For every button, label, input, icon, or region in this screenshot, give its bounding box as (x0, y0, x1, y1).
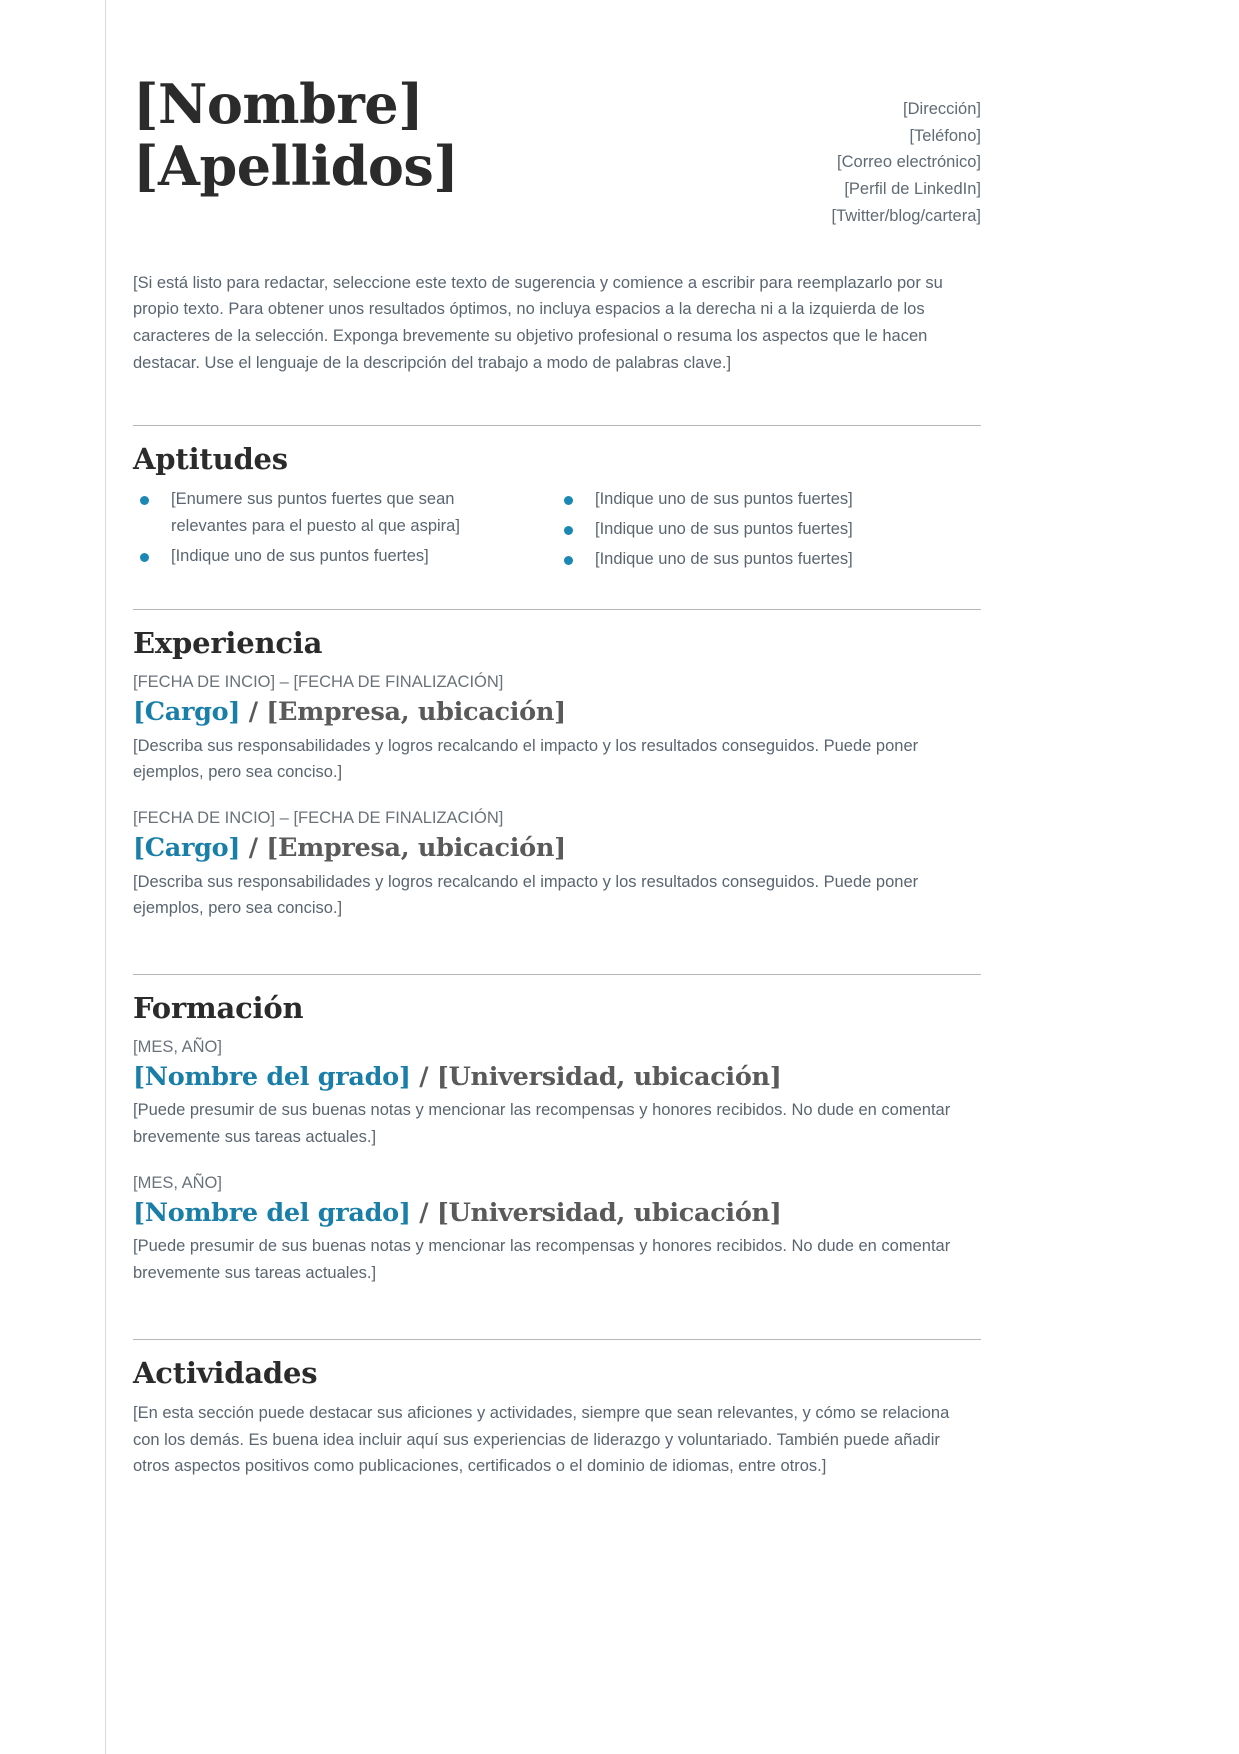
bullet-icon (140, 496, 149, 505)
resume-content (133, 0, 981, 1480)
entry-date: [MES, AÑO] (133, 1038, 222, 1056)
section-skills (133, 425, 981, 575)
company-name: [Empresa, ubicación] (266, 832, 566, 863)
bullet-icon (564, 496, 573, 505)
education-entry[interactable] (133, 1171, 981, 1287)
entry-description: [Puede presumir de sus buenas notas y mencionar las recompensas y honores recibidos. No dude en comentar brevemente sus tareas actuales.] (133, 1101, 951, 1147)
title-separator: / (410, 1197, 437, 1228)
skill-text: [Indique uno de sus puntos fuertes] (595, 490, 853, 509)
contact-portfolio[interactable]: [Twitter/blog/cartera] (831, 206, 981, 225)
list-item[interactable] (133, 543, 557, 570)
list-item[interactable] (557, 486, 981, 513)
entry-date: [FECHA DE INCIO] – [FECHA DE FINALIZACIÓN] (133, 673, 504, 692)
bullet-icon (564, 556, 573, 565)
contact-info (832, 74, 981, 230)
professional-summary[interactable]: [Si está listo para redactar, seleccione este texto de sugerencia y comience a escribir para reemplazarlo por su propio texto. Para obtener unos resultados óptimos, no incluya espacios a la derecha ni a la izquierda de los caracteres de la selección. Exponga brevemente su objetivo profesional o resuma los aspectos que le hacen destacar. Use el lenguaje de la descripción del trabajo a modo de palabras clave.] (133, 273, 943, 373)
company-name: [Empresa, ubicación] (266, 697, 566, 728)
entry-title (133, 1197, 981, 1231)
title-separator: / (240, 832, 267, 863)
entry-description: [Describa sus responsabilidades y logros recalcando el impacto y los resultados conseguidos. Puede poner ejemplos, pero sea conciso.] (133, 736, 919, 782)
section-title-skills: Aptitudes (133, 442, 288, 477)
skill-text: [Indique uno de sus puntos fuertes] (595, 549, 853, 568)
skill-text: [Indique uno de sus puntos fuertes] (171, 546, 429, 565)
section-education (133, 974, 981, 1287)
entry-title (133, 832, 981, 866)
school-name: [Universidad, ubicación] (436, 1197, 782, 1228)
skill-text: [Enumere sus puntos fuertes que sean relevantes para el puesto al que aspira] (171, 490, 460, 535)
left-margin-rule (105, 0, 106, 1754)
full-name[interactable] (133, 74, 458, 197)
entry-date: [FECHA DE INCIO] – [FECHA DE FINALIZACIÓN] (133, 809, 504, 828)
entry-date: [MES, AÑO] (133, 1173, 222, 1192)
section-title-experience: Experiencia (133, 626, 323, 661)
section-divider (133, 609, 981, 610)
section-divider (133, 1339, 981, 1340)
degree-name: [Nombre del grado] (133, 1061, 411, 1092)
activities-description[interactable]: [En esta sección puede destacar sus aficiones y actividades, siempre que sean relevantes, y cómo se relaciona con los demás. Es buena idea incluir aquí sus experiencias de liderazgo y voluntariado. También puede añadir otros aspectos positivos como publicaciones, certificados o el dominio de idiomas, entre otros.] (133, 1403, 950, 1476)
bullet-icon (140, 553, 149, 562)
list-item[interactable] (133, 486, 557, 539)
entry-description: [Describa sus responsabilidades y logros recalcando el impacto y los resultados conseguidos. Puede poner ejemplos, pero sea conciso.] (133, 872, 919, 918)
section-title-activities: Actividades (133, 1355, 318, 1390)
education-entry[interactable] (133, 1035, 981, 1151)
section-experience (133, 609, 981, 922)
experience-entry[interactable] (133, 670, 981, 786)
skills-column-right (557, 486, 981, 575)
bullet-icon (564, 526, 573, 535)
section-divider (133, 425, 981, 426)
skill-text: [Indique uno de sus puntos fuertes] (595, 519, 853, 538)
contact-linkedin[interactable]: [Perfil de LinkedIn] (844, 180, 981, 199)
skills-columns (133, 486, 981, 575)
skills-column-left (133, 486, 557, 575)
list-item[interactable] (557, 546, 981, 573)
last-name[interactable]: [Apellidos] (133, 133, 459, 198)
section-divider (133, 974, 981, 975)
section-activities (133, 1339, 981, 1481)
entry-title (133, 696, 981, 730)
job-role: [Cargo] (133, 697, 241, 728)
section-title-education: Formación (133, 991, 304, 1025)
title-separator: / (240, 697, 267, 728)
contact-address[interactable]: [Dirección] (903, 100, 981, 118)
school-name: [Universidad, ubicación] (436, 1061, 782, 1092)
job-role: [Cargo] (133, 832, 241, 863)
degree-name: [Nombre del grado] (133, 1197, 411, 1228)
entry-title (133, 1061, 981, 1095)
entry-description: [Puede presumir de sus buenas notas y mencionar las recompensas y honores recibidos. No dude en comentar brevemente sus tareas actuales.] (133, 1237, 951, 1282)
resume-header (133, 0, 981, 230)
contact-phone[interactable]: [Teléfono] (909, 126, 981, 145)
experience-entry[interactable] (133, 806, 981, 922)
first-name[interactable]: [Nombre] (133, 72, 424, 136)
contact-email[interactable]: [Correo electrónico] (837, 153, 981, 172)
list-item[interactable] (557, 516, 981, 543)
title-separator: / (410, 1061, 437, 1092)
